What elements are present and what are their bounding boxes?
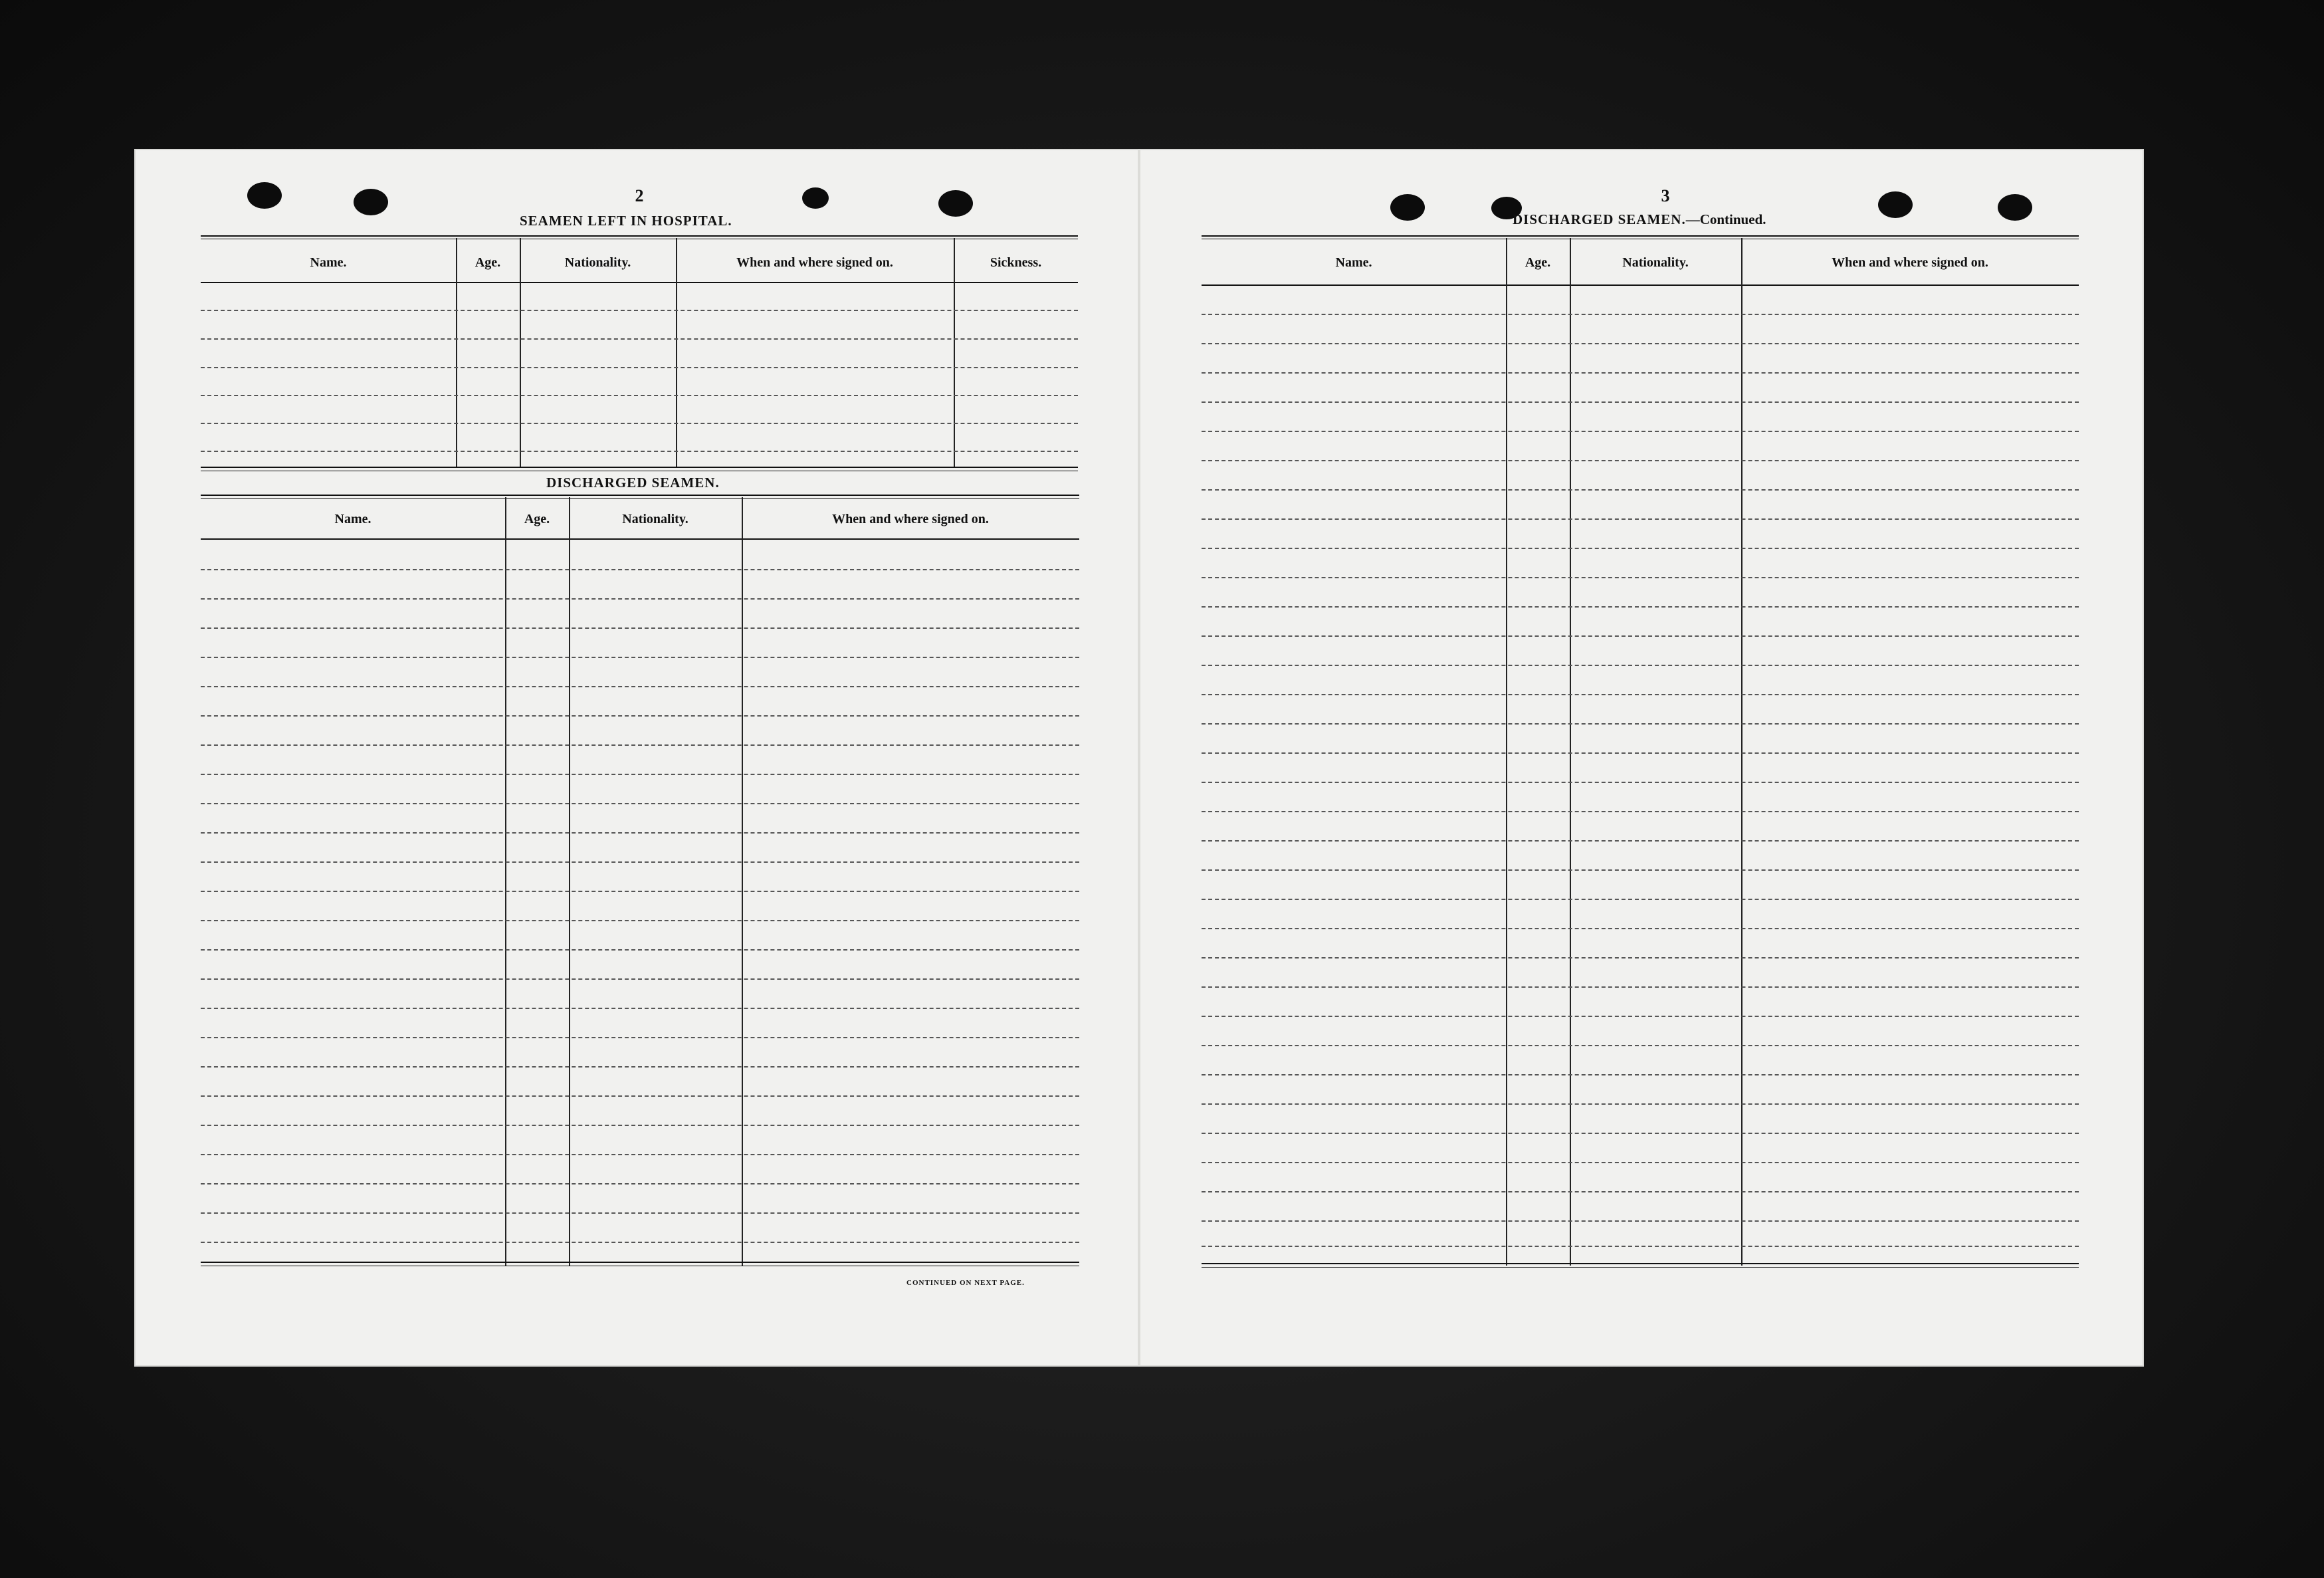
right-col-age: Age. [1525,255,1551,270]
punch-hole [802,187,829,209]
continued-note: CONTINUED ON NEXT PAGE. [906,1279,1025,1287]
hospital-col-sickness: Sickness. [990,255,1042,270]
left-page [134,149,1138,1367]
discharged-col-age: Age. [524,512,550,526]
right-col-signed-on: When and where signed on. [1832,255,1988,270]
hospital-col-nationality: Nationality. [564,255,631,270]
punch-hole [354,189,388,215]
right-col-name: Name. [1335,255,1372,270]
title-main: DISCHARGED SEAMEN. [1513,211,1686,227]
page-number: 2 [635,186,644,205]
punch-hole [1390,194,1425,221]
discharged-continued-table [1202,235,2079,1272]
hospital-col-age: Age. [475,255,501,270]
punch-hole [1998,194,2032,221]
discharged-col-nationality: Nationality. [622,512,688,526]
hospital-section-title: SEAMEN LEFT IN HOSPITAL. [520,213,732,229]
hospital-col-name: Name. [310,255,347,270]
hospital-col-signed-on: When and where signed on. [736,255,893,270]
punch-hole [938,190,973,217]
discharged-section-title: DISCHARGED SEAMEN. [546,475,720,491]
document-spread [134,149,2144,1367]
discharged-col-signed-on: When and where signed on. [832,512,989,526]
title-suffix: —Continued. [1685,211,1766,227]
right-page [1140,149,2144,1367]
right-col-nationality: Nationality. [1622,255,1689,270]
discharged-table [201,495,1079,1272]
punch-hole [1878,191,1913,218]
punch-hole [247,182,282,209]
page-number: 3 [1661,186,1670,205]
discharged-col-name: Name. [334,512,371,526]
hospital-table [201,235,1078,484]
discharged-continued-title [1513,211,1766,228]
